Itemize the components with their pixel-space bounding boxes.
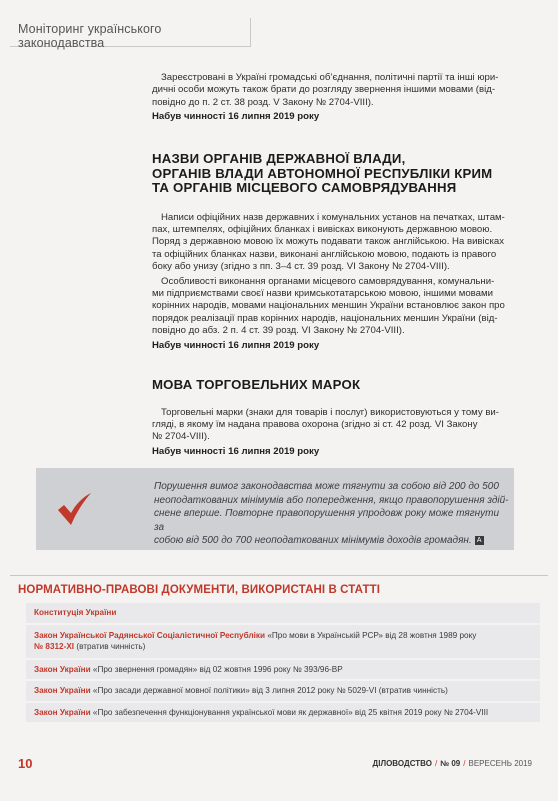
section-official-names xyxy=(152,152,544,351)
document-item xyxy=(26,603,540,625)
document-title: «Про засади державної мовної політики» від 3 липня 2012 року № 5029-VI (втратив чинність) xyxy=(90,686,448,695)
document-type: Закон України xyxy=(34,686,91,695)
document-item xyxy=(26,625,540,660)
footer-publication-info: ДІЛОВОДСТВО / № 09 / ВЕРЕСЕНЬ 2019 xyxy=(372,759,532,768)
document-title: «Про забезпечення функціонування української мови як державної» від 25 квітня 2019 року № 2704-VIII xyxy=(90,707,489,717)
text-line: та офіційних бланках назви, виконані англійською мовою, подають із правого xyxy=(152,248,497,260)
heading-line: НАЗВИ ОРГАНІВ ДЕРЖАВНОЇ ВЛАДИ, xyxy=(152,151,406,166)
text-line: боку або унизу (згідно з пп. 3–4 ст. 39 розд. VI Закону № 2704-VIII). xyxy=(152,261,450,273)
penalty-notice-box xyxy=(36,468,514,550)
documents-section-title: НОРМАТИВНО-ПРАВОВІ ДОКУМЕНТИ, ВИКОРИСТАНІ В СТАТТІ xyxy=(18,584,381,596)
text-line: неоподаткованих мінімумів або попередження, якщо правопорушення здій- xyxy=(154,494,509,506)
document-item xyxy=(26,681,540,703)
effective-date-note: Набув чинності 16 липня 2019 року xyxy=(152,339,320,351)
document-type: Закон України xyxy=(34,664,91,674)
heading-line: ОРГАНІВ ВЛАДИ АВТОНОМНОЇ РЕСПУБЛІКИ КРИМ xyxy=(152,165,493,181)
text-line: собою від 500 до 700 неоподаткованих мінімумів доходів громадян. xyxy=(154,535,472,546)
text-line: ми підприємствами своєї назви кримськотатарською мовою, іншими мовами xyxy=(152,287,493,299)
running-head xyxy=(10,18,251,50)
text-line: снене вперше. Повторне правопорушення упродовж року може тягнути за xyxy=(154,508,500,533)
text-line: гляді, в якому їм надана правова охорона (згідно зі ст. 42 розд. VI Закону xyxy=(152,418,478,430)
text-line: Порушення вимог законодавства може тягнути за собою від 200 до 500 xyxy=(154,481,499,492)
document-item xyxy=(26,660,540,682)
document-type: Закон Української Радянської Соціалістичної Республіки xyxy=(34,630,266,640)
documents-list xyxy=(26,603,540,724)
section-trademarks xyxy=(152,378,544,457)
document-title: «Про звернення громадян» від 02 жовтня 1996 року № 393/96-ВР xyxy=(90,664,343,674)
section-paragraph xyxy=(152,407,544,444)
intro-block xyxy=(152,72,544,122)
section-paragraph xyxy=(152,212,544,274)
document-item xyxy=(26,703,540,725)
document-title: «Про мови в Українській РСР» від 28 жовтня 1989 року xyxy=(265,630,477,640)
running-head-title: Моніторинг українського законодавства xyxy=(18,22,162,50)
issue-date: ВЕРЕСЕНЬ 2019 xyxy=(468,759,532,768)
text-line: Торговельні марки (знаки для товарів і послуг) використовуються у тому ви- xyxy=(161,406,499,418)
text-line: Зареєстровані в Україні громадські об’єднання, політичні партії та інші юри- xyxy=(161,72,499,83)
effective-date-note: Набув чинності 16 липня 2019 року xyxy=(152,445,320,457)
document-status: (втратив чинність) xyxy=(74,642,146,651)
penalty-notice-text xyxy=(154,480,510,548)
issue-number: № 09 xyxy=(440,759,461,768)
text-line: повідно до п. 2 ст. 38 розд. V Закону № 2704-VIII). xyxy=(152,96,374,108)
effective-date-note: Набув чинності 16 липня 2019 року xyxy=(152,111,320,123)
intro-paragraph xyxy=(152,72,544,109)
text-line: повідно до абз. 2 п. 4 ст. 39 розд. VI Закону № 2704-VIII). xyxy=(152,325,405,337)
document-number: № 8312-XI xyxy=(34,642,75,651)
divider xyxy=(10,575,548,576)
text-line: Написи офіційних назв державних і комунальних установ на печатках, штам- xyxy=(161,211,505,223)
text-line: дичні особи можуть також брати до розгляду звернення іншими мовами (від- xyxy=(152,84,496,96)
section-paragraph xyxy=(152,276,544,338)
section-heading xyxy=(152,152,544,196)
text-line: порядок реалізації прав корінних народів, національних меншин України (від- xyxy=(152,312,498,324)
heading-line: ТА ОРГАНІВ МІСЦЕВОГО САМОВРЯДУВАННЯ xyxy=(152,180,457,195)
publication-name: ДІЛОВОДСТВО xyxy=(372,759,432,768)
end-mark-icon: A xyxy=(475,536,484,545)
text-line: пах, штемпелях, офіційних бланках і вивісках виконують державною мовою. xyxy=(152,223,493,235)
document-type: Закон України xyxy=(34,707,91,717)
text-line: № 2704-VIII). xyxy=(152,431,210,443)
document-type: Конституція України xyxy=(34,608,117,617)
checkmark-icon xyxy=(56,492,92,526)
page-number: 10 xyxy=(18,756,33,771)
text-line: Особливості виконання органами місцевого самоврядування, комунальни- xyxy=(161,275,495,287)
section-heading: МОВА ТОРГОВЕЛЬНИХ МАРОК xyxy=(152,377,361,392)
text-line: корінних народів, мовами національних меншин України встановлює закон про xyxy=(152,300,505,312)
text-line: Поряд з державною мовою їх можуть подавати також англійською. На вивісках xyxy=(152,236,504,248)
